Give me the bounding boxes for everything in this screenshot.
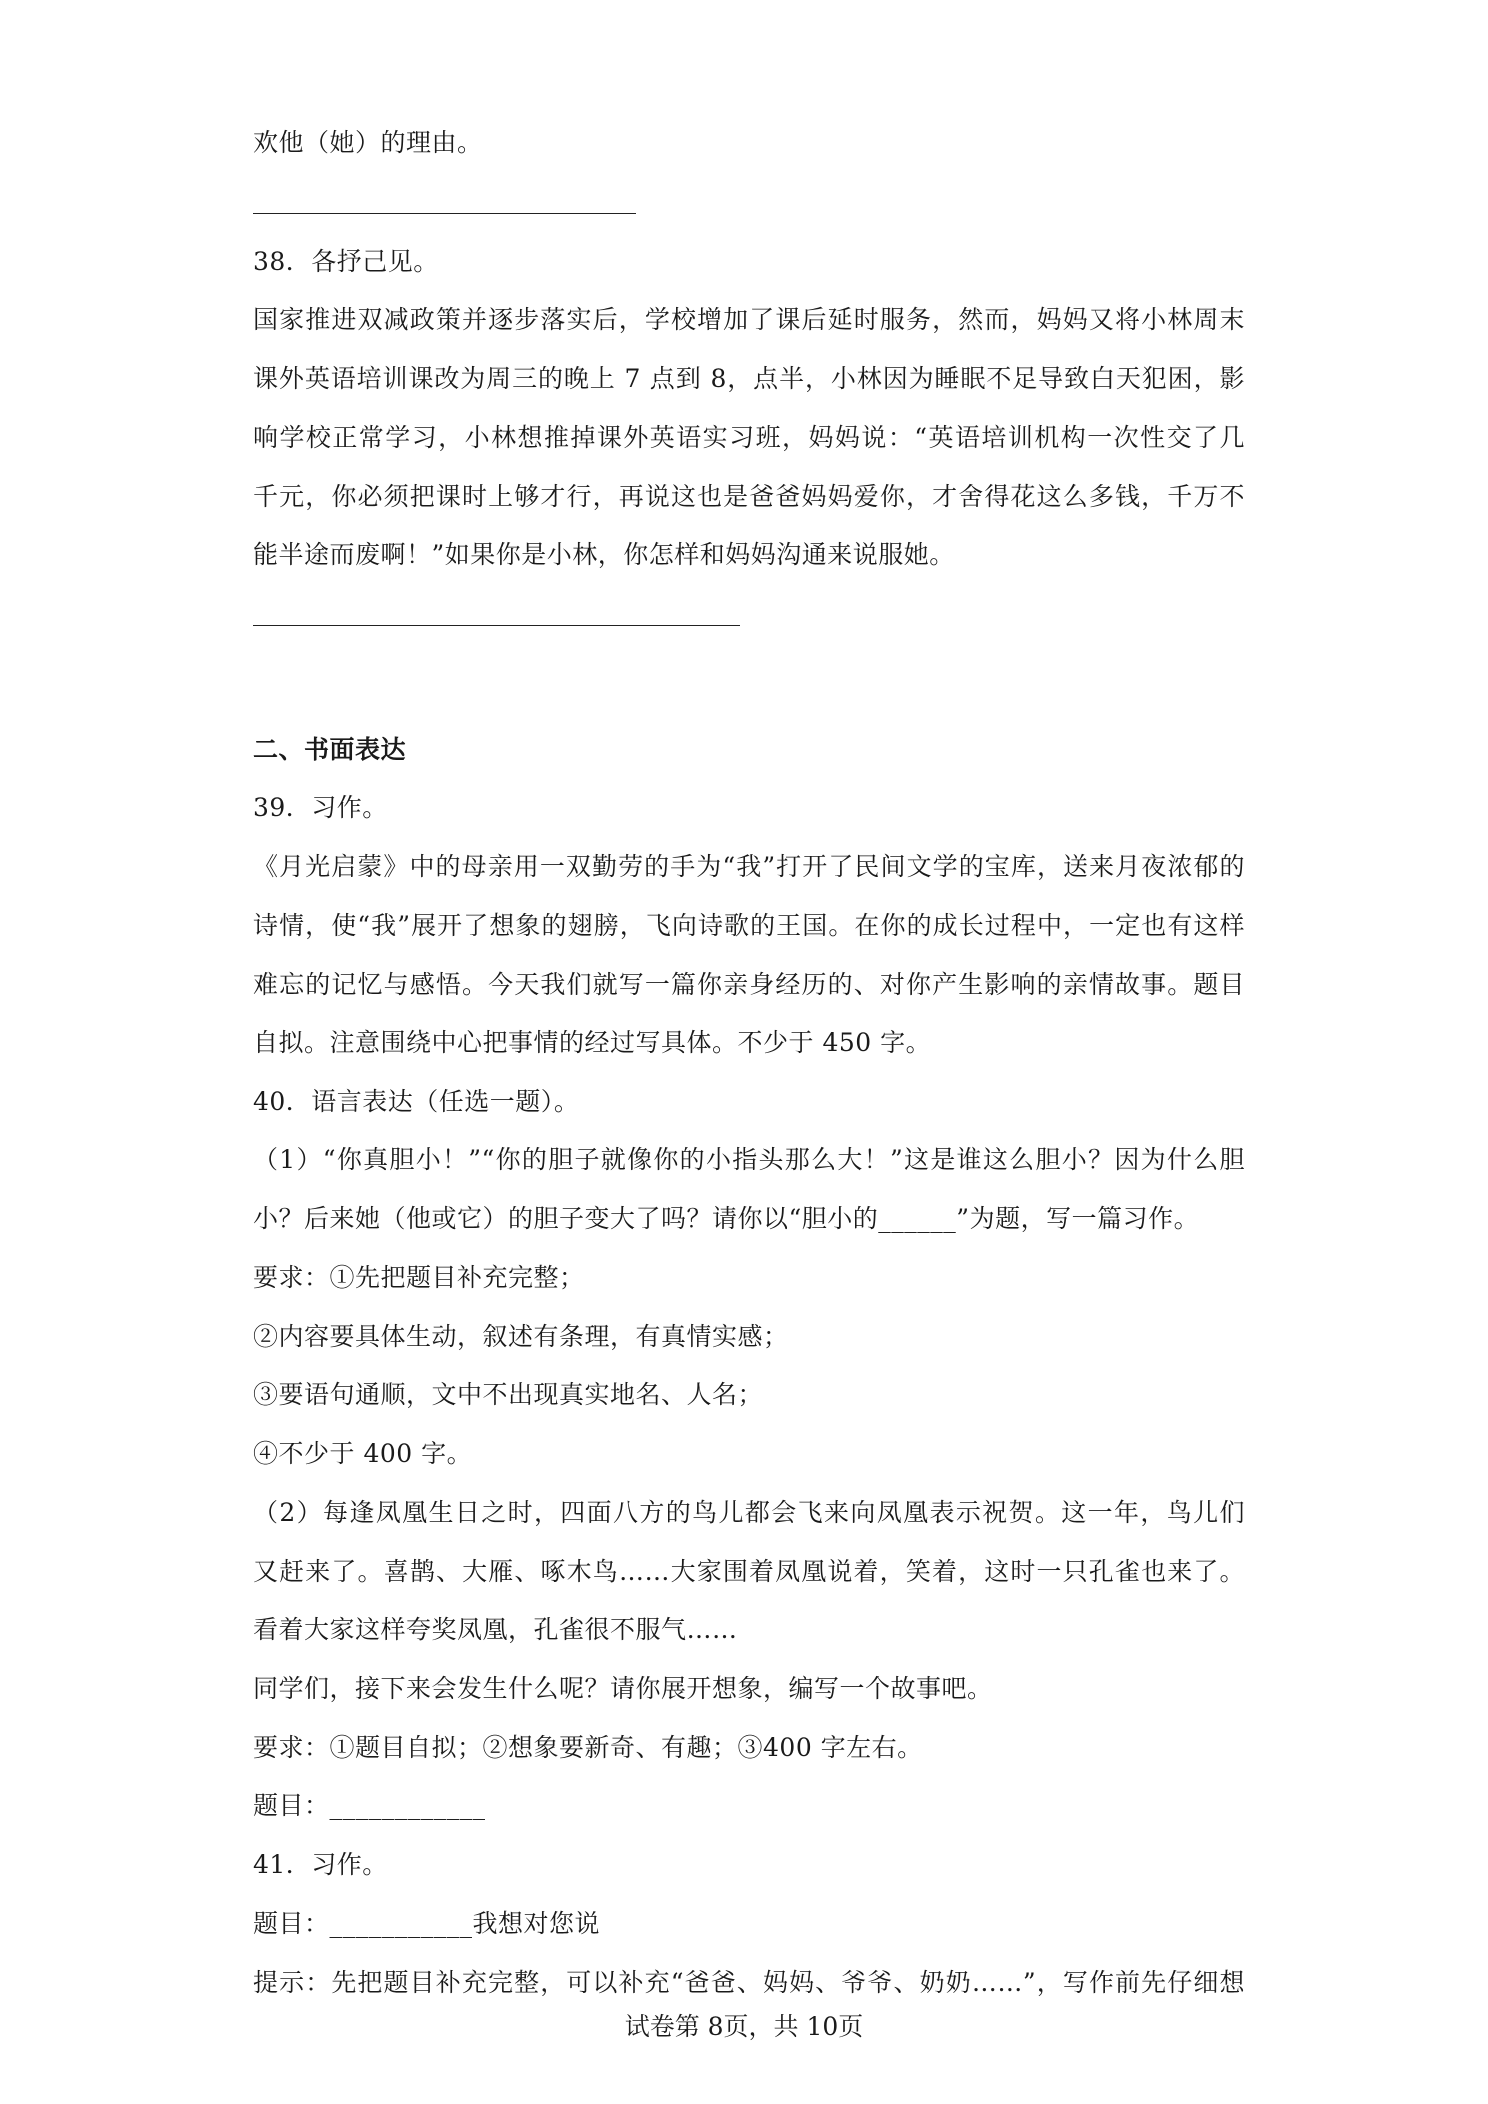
answer-line-q37 [253, 213, 636, 214]
q40-title: 40．语言表达（任选一题）。 [253, 1087, 580, 1116]
q38-line-2: 课外英语培训课改为周三的晚上 7 点到 8，点半，小林因为睡眠不足导致白天犯困，影 [253, 364, 1245, 393]
q38-line-4: 千元，你必须把课时上够才行，再说这也是爸爸妈妈爱你，才舍得花这么多钱，千万不 [253, 482, 1245, 511]
q40-req1-line-3: ③要语句通顺，文中不出现真实地名、人名； [253, 1380, 764, 1409]
q38-line-3: 响学校正常学习，小林想推掉课外英语实习班，妈妈说：“英语培训机构一次性交了几 [253, 423, 1245, 452]
answer-line-q38 [253, 625, 740, 626]
q40-opt1-line-2: 小？后来她（他或它）的胆子变大了吗？请你以“胆小的______”为题，写一篇习作。 [253, 1204, 1200, 1233]
q39-line-4: 自拟。注意围绕中心把事情的经过写具体。不少于 450 字。 [253, 1028, 932, 1057]
q38-line-1: 国家推进双减政策并逐步落实后，学校增加了课后延时服务，然而，妈妈又将小林周末 [253, 305, 1245, 334]
q38-line-5: 能半途而废啊！”如果你是小林，你怎样和妈妈沟通来说服她。 [253, 540, 955, 569]
q40-req1-line-4: ④不少于 400 字。 [253, 1439, 473, 1468]
q40-opt1-line-1: （1）“你真胆小！”“你的胆子就像你的小指头那么大！”这是谁这么胆小？因为什么胆 [253, 1145, 1245, 1174]
page-footer: 试卷第 8页，共 10页 [624, 2012, 864, 2041]
q39-line-2: 诗情，使“我”展开了想象的翅膀，飞向诗歌的王国。在你的成长过程中，一定也有这样 [253, 911, 1245, 940]
q40-req2: 要求：①题目自拟；②想象要新奇、有趣；③400 字左右。 [253, 1733, 923, 1762]
q40-opt2-line-2: 又赶来了。喜鹊、大雁、啄木鸟……大家围着凤凰说着，笑着，这时一只孔雀也来了。 [253, 1557, 1245, 1586]
q41-topic: 题目：___________我想对您说 [253, 1909, 601, 1938]
q37-tail-text: 欢他（她）的理由。 [253, 128, 483, 157]
section-heading: 二、书面表达 [253, 735, 407, 764]
q39-line-3: 难忘的记忆与感悟。今天我们就写一篇你亲身经历的、对你产生影响的亲情故事。题目 [253, 970, 1245, 999]
q41-title: 41．习作。 [253, 1850, 388, 1879]
q40-title-line: 题目：____________ [253, 1791, 486, 1820]
q39-line-1: 《月光启蒙》中的母亲用一双勤劳的手为“我”打开了民间文学的宝库，送来月夜浓郁的 [253, 852, 1245, 881]
q40-req1-line-1: 要求：①先把题目补充完整； [253, 1263, 585, 1292]
q40-req1-line-2: ②内容要具体生动，叙述有条理，有真情实感； [253, 1322, 789, 1351]
q40-opt2-line-1: （2）每逢凤凰生日之时，四面八方的鸟儿都会飞来向凤凰表示祝贺。这一年，鸟儿们 [253, 1498, 1245, 1527]
q38-title: 38．各抒己见。 [253, 247, 439, 276]
q40-prompt2: 同学们，接下来会发生什么呢？请你展开想象，编写一个故事吧。 [253, 1674, 993, 1703]
q40-opt2-line-3: 看着大家这样夸奖凤凰，孔雀很不服气…… [253, 1615, 738, 1644]
q41-hint: 提示：先把题目补充完整，可以补充“爸爸、妈妈、爷爷、奶奶……”，写作前先仔细想 [253, 1968, 1245, 1997]
q39-title: 39．习作。 [253, 793, 388, 822]
